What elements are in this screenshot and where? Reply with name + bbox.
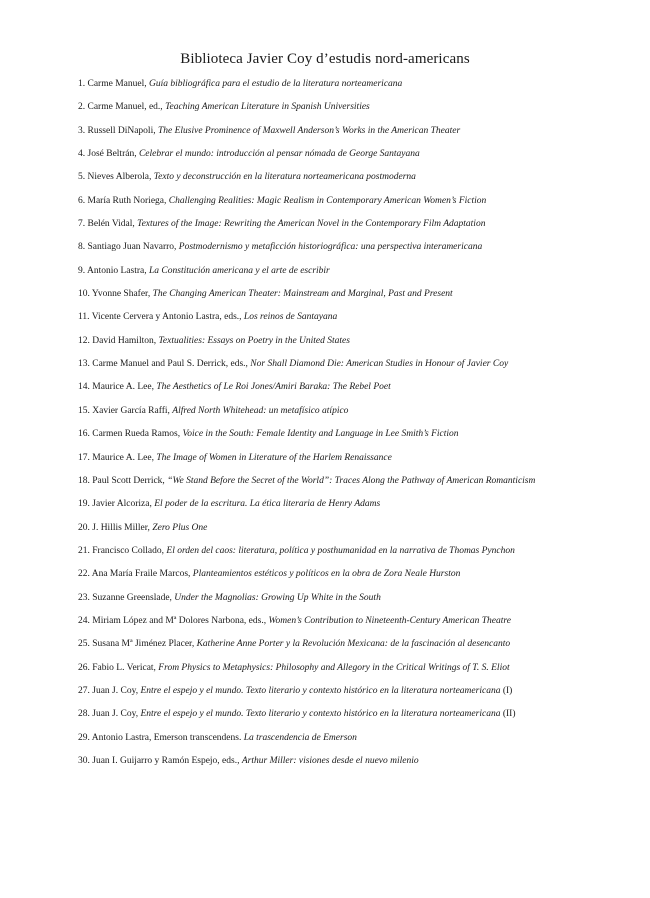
- entry-work-title: Textures of the Image: Rewriting the American Novel in the Contemporary Film Adaptation: [137, 219, 486, 230]
- list-item: [78, 357, 638, 380]
- list-item: [78, 194, 638, 217]
- entry-author: Russell DiNapoli,: [87, 125, 156, 136]
- entry-number: 4.: [78, 149, 86, 160]
- entry-author: Juan J. Coy,: [92, 709, 139, 720]
- entry-work-title: Guía bibliográfica para el estudio de la literatura norteamericana: [148, 79, 403, 89]
- list-item: [78, 147, 638, 170]
- entry-author: Yvonne Shafer,: [91, 289, 151, 300]
- entry-number: 25.: [78, 639, 90, 650]
- entry-number: 2.: [78, 102, 86, 113]
- entry-author: Nieves Alberola,: [87, 172, 152, 183]
- entry-number: 12.: [78, 335, 90, 346]
- entry-author: Maurice A. Lee,: [92, 452, 154, 463]
- entry-work-title: Entre el espejo y el mundo. Texto literario y contexto histórico en la literatura norteamericana: [140, 685, 501, 696]
- list-item: [78, 217, 638, 240]
- entry-number: 3.: [78, 125, 86, 136]
- bibliography-list: [78, 77, 638, 777]
- entry-work-title: Challenging Realities: Magic Realism in Contemporary American Women’s Fiction: [168, 195, 487, 206]
- entry-author: Antonio Lastra,: [86, 265, 147, 276]
- entry-work-title: Nor Shall Diamond Die: American Studies in Honour of Javier Coy: [250, 359, 509, 370]
- entry-author: Carme Manuel, ed.,: [87, 102, 163, 113]
- entry-work-title: Teaching American Literature in Spanish Universities: [165, 102, 370, 113]
- entry-author: David Hamilton,: [92, 335, 157, 346]
- list-item: [78, 684, 638, 707]
- list-item: [78, 77, 638, 100]
- list-item: [78, 474, 638, 497]
- list-item: [78, 264, 638, 287]
- entry-work-title: Under the Magnolias: Growing Up White in the South: [174, 592, 381, 603]
- entry-number: 29.: [78, 732, 90, 743]
- list-item: [78, 240, 638, 263]
- entry-volume: (I): [502, 685, 513, 696]
- entry-work-title: El orden del caos: literatura, política y posthumanidad en la narrativa de Thomas Pynchon: [166, 545, 515, 556]
- list-item: [78, 451, 638, 474]
- entry-work-title: Arthur Miller: visiones desde el nuevo milenio: [241, 755, 419, 766]
- entry-author: Suzanne Greenslade,: [92, 592, 172, 603]
- entry-number: 22.: [78, 569, 90, 580]
- entry-work-title: Alfred North Whitehead: un metafísico atípico: [172, 405, 349, 416]
- list-item: [78, 497, 638, 520]
- list-item: [78, 661, 638, 684]
- entry-number: 11.: [78, 312, 90, 323]
- list-item: [78, 544, 638, 567]
- entry-number: 26.: [78, 662, 90, 673]
- list-item: [78, 404, 638, 427]
- entry-work-title: From Physics to Metaphysics: Philosophy and Allegory in the Critical Writings of T. S. Eliot: [158, 662, 510, 673]
- list-item: [78, 310, 638, 333]
- entry-author: Juan I. Guijarro y Ramón Espejo, eds.,: [92, 755, 240, 766]
- page-title: Biblioteca Javier Coy d’estudis nord-americans: [180, 51, 470, 67]
- entry-number: 19.: [78, 499, 90, 510]
- entry-number: 13.: [78, 359, 90, 370]
- entry-number: 8.: [78, 242, 86, 253]
- entry-number: 5.: [78, 172, 86, 183]
- entry-number: 15.: [78, 405, 90, 416]
- entry-work-title: The Aesthetics of Le Roi Jones/Amiri Baraka: The Rebel Poet: [156, 382, 391, 393]
- list-item: [78, 591, 638, 614]
- entry-work-title: The Elusive Prominence of Maxwell Anderson’s Works in the American Theater: [157, 125, 461, 136]
- entry-work-title: The Changing American Theater: Mainstream and Marginal, Past and Present: [152, 289, 453, 300]
- entry-author: Maurice A. Lee,: [92, 382, 154, 393]
- entry-author: J. Hillis Miller,: [92, 522, 150, 533]
- entry-author: Xavier García Raffi,: [92, 405, 170, 416]
- entry-number: 20.: [78, 522, 90, 533]
- entry-number: 1.: [78, 79, 86, 89]
- entry-work-title: Textualities: Essays on Poetry in the United States: [158, 335, 350, 346]
- entry-number: 30.: [78, 755, 90, 766]
- entry-number: 23.: [78, 592, 90, 603]
- entry-work-title: Postmodernismo y metaficción historiográfica: una perspectiva interamericana: [178, 242, 483, 253]
- entry-number: 9.: [78, 265, 86, 276]
- entry-number: 14.: [78, 382, 90, 393]
- entry-author: Ana María Fraile Marcos,: [91, 569, 191, 580]
- entry-work-title: Planteamientos estéticos y políticos en la obra de Zora Neale Hurston: [192, 569, 461, 580]
- entry-work-title: Texto y deconstrucción en la literatura norteamericana postmoderna: [153, 172, 416, 183]
- entry-number: 18.: [78, 475, 90, 486]
- entry-number: 17.: [78, 452, 90, 463]
- entry-work-title: Zero Plus One: [152, 522, 208, 533]
- entry-work-title: Entre el espejo y el mundo. Texto literario y contexto histórico en la literatura norteamericana: [140, 709, 501, 720]
- entry-author: Antonio Lastra, Emerson transcendens.: [91, 732, 242, 743]
- entry-author: Paul Scott Derrick,: [92, 475, 165, 486]
- entry-work-title: La trascendencia de Emerson: [243, 732, 357, 743]
- entry-work-title: The Image of Women in Literature of the Harlem Renaissance: [156, 452, 392, 463]
- entry-author: Miriam López and Mª Dolores Narbona, eds.,: [92, 615, 267, 626]
- entry-author: Santiago Juan Navarro,: [87, 242, 177, 253]
- list-item: [78, 637, 638, 660]
- entry-volume: (II): [502, 709, 516, 720]
- list-item: [78, 614, 638, 637]
- entry-author: Fabio L. Vericat,: [92, 662, 156, 673]
- entry-number: 24.: [78, 615, 90, 626]
- entry-author: José Beltrán,: [87, 149, 137, 160]
- entry-number: 6.: [78, 195, 86, 206]
- entry-author: Carmen Rueda Ramos,: [92, 429, 181, 440]
- entry-author: Susana Mª Jiménez Placer,: [92, 639, 195, 650]
- list-item: [78, 707, 638, 730]
- entry-number: 21.: [78, 545, 90, 556]
- entry-work-title: Katherine Anne Porter y la Revolución Mexicana: de la fascinación al desencanto: [196, 639, 511, 650]
- entry-author: María Ruth Noriega,: [87, 195, 167, 206]
- entry-work-title: Voice in the South: Female Identity and Language in Lee Smith’s Fiction: [182, 429, 459, 440]
- list-item: [78, 334, 638, 357]
- list-item: [78, 731, 638, 754]
- list-item: [78, 427, 638, 450]
- entry-number: 16.: [78, 429, 90, 440]
- entry-author: Carme Manuel and Paul S. Derrick, eds.,: [92, 359, 248, 370]
- entry-author: Javier Alcoriza,: [92, 499, 152, 510]
- entry-author: Belén Vidal,: [87, 219, 135, 230]
- entry-number: 7.: [78, 219, 86, 230]
- entry-number: 27.: [78, 685, 90, 696]
- entry-work-title: Celebrar el mundo: introducción al pensar nómada de George Santayana: [138, 149, 420, 160]
- list-item: [78, 100, 638, 123]
- list-item: [78, 567, 638, 590]
- list-item: [78, 170, 638, 193]
- list-item: [78, 521, 638, 544]
- list-item: [78, 287, 638, 310]
- entry-author: Francisco Collado,: [92, 545, 165, 556]
- entry-author: Juan J. Coy,: [92, 685, 139, 696]
- entry-work-title: Women’s Contribution to Nineteenth-Century American Theatre: [268, 615, 511, 626]
- list-item: [78, 380, 638, 403]
- entry-work-title: Los reinos de Santayana: [243, 312, 338, 323]
- entry-work-title: La Constitución americana y el arte de escribir: [149, 265, 330, 276]
- entry-author: Carme Manuel,: [87, 79, 147, 89]
- list-item: [78, 754, 638, 777]
- entry-work-title: El poder de la escritura. La ética literaria de Henry Adams: [154, 499, 381, 510]
- list-item: [78, 124, 638, 147]
- entry-work-title: “We Stand Before the Secret of the World”: Traces Along the Pathway of American Romanticism: [167, 475, 536, 486]
- entry-author: Vicente Cervera y Antonio Lastra, eds.,: [91, 312, 242, 323]
- entry-number: 28.: [78, 709, 90, 720]
- entry-number: 10.: [78, 289, 90, 300]
